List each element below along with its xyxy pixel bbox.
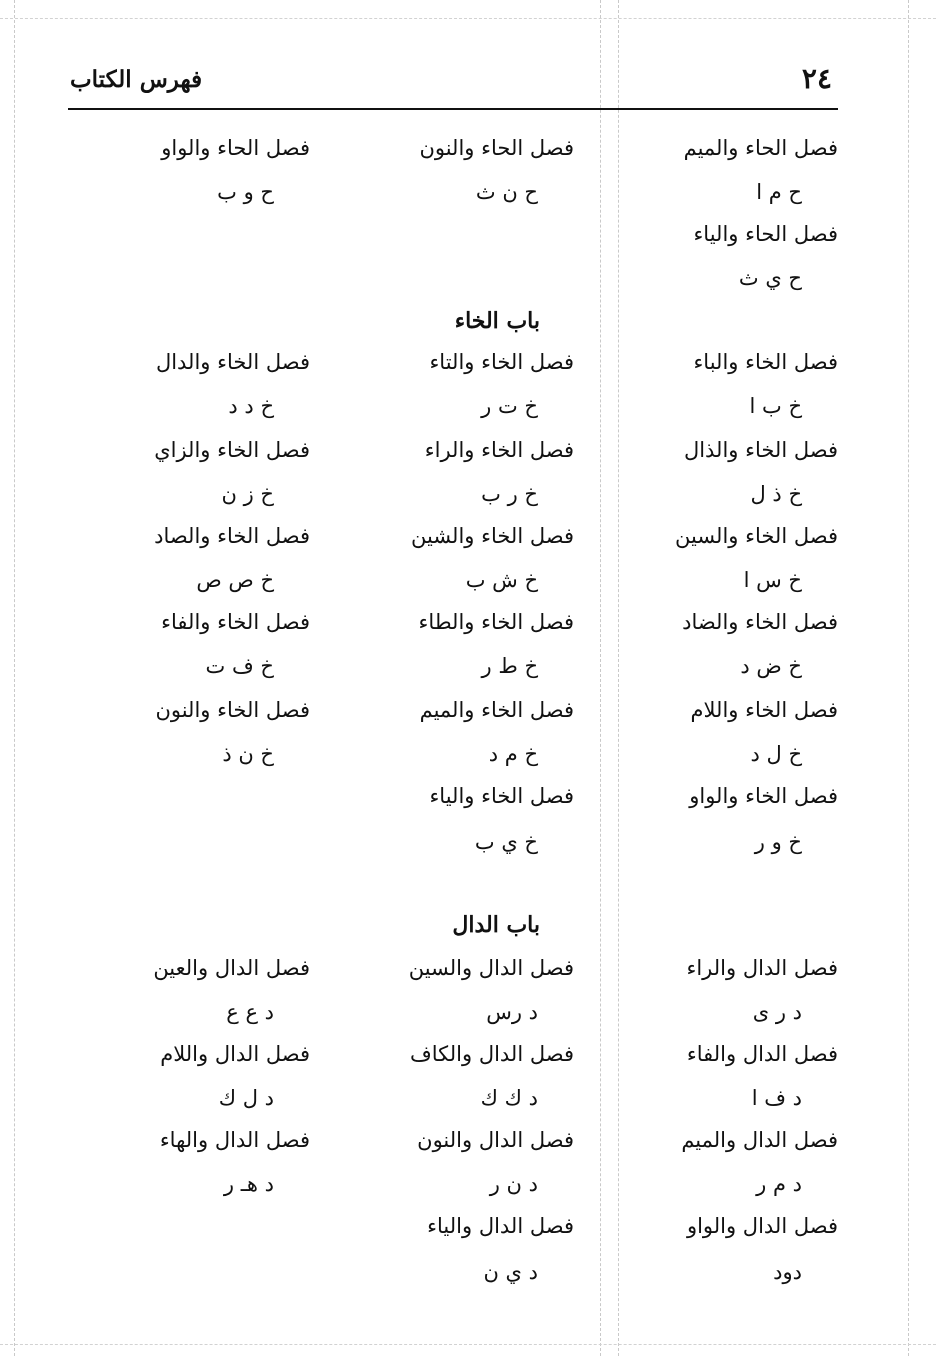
scan-guide-line <box>0 1344 936 1345</box>
root-entry: خ ص ص <box>196 568 274 592</box>
root-entry: خ ط ر <box>481 654 538 678</box>
fasl-heading: فصل الخاء والنون <box>155 698 310 722</box>
fasl-heading: فصل الخاء والباء <box>693 350 838 374</box>
root-entry: دود <box>773 1260 802 1284</box>
fasl-heading: فصل الدال والفاء <box>686 1042 838 1066</box>
scan-guide-line <box>908 0 909 1356</box>
fasl-heading: فصل الخاء واللام <box>690 698 838 722</box>
root-entry: خ ت ر <box>481 394 538 418</box>
scan-guide-line <box>600 0 601 1356</box>
root-entry: خ ل د <box>750 742 802 766</box>
root-entry: د ع ع <box>226 1000 274 1024</box>
root-entry: خ ض د <box>740 654 802 678</box>
page-title: فهرس الكتاب <box>70 66 203 93</box>
fasl-heading: فصل الدال والسين <box>408 956 574 980</box>
root-entry: د ر ى <box>752 1000 802 1024</box>
chapter-heading: باب الدال <box>452 912 540 938</box>
fasl-heading: فصل الخاء والطاء <box>418 610 574 634</box>
root-entry: خ ب ا <box>749 394 802 418</box>
root-entry: د ن ر <box>489 1172 538 1196</box>
fasl-heading: فصل الخاء والسين <box>675 524 838 548</box>
root-entry: ح و ب <box>217 180 274 204</box>
fasl-heading: فصل الخاء والياء <box>429 784 574 808</box>
root-entry: خ ن ذ <box>222 742 274 766</box>
root-entry: د م ر <box>756 1172 802 1196</box>
root-entry: ح ن ث <box>475 180 538 204</box>
root-entry: خ ز ن <box>221 482 274 506</box>
fasl-heading: فصل الحاء والواو <box>161 136 310 160</box>
fasl-heading: فصل الخاء والصاد <box>154 524 310 548</box>
root-entry: د هـ ر <box>223 1172 274 1196</box>
root-entry: د ي ن <box>483 1260 538 1284</box>
fasl-heading: فصل الدال والنون <box>417 1128 574 1152</box>
fasl-heading: فصل الخاء والفاء <box>161 610 310 634</box>
root-entry: د ف ا <box>751 1086 802 1110</box>
root-entry: خ م د <box>488 742 538 766</box>
fasl-heading: فصل الدال والواو <box>686 1214 838 1238</box>
fasl-heading: فصل الخاء والراء <box>424 438 574 462</box>
fasl-heading: فصل الحاء والميم <box>683 136 838 160</box>
root-entry: ح م ا <box>756 180 802 204</box>
page-header <box>68 62 838 102</box>
fasl-heading: فصل الدال والميم <box>681 1128 838 1152</box>
scan-guide-line <box>618 0 619 1356</box>
scan-guide-line <box>0 18 936 19</box>
root-entry: خ ذ ل <box>750 482 802 506</box>
root-entry: خ ر ب <box>481 482 538 506</box>
root-entry: خ ي ب <box>474 830 538 854</box>
fasl-heading: فصل الحاء والنون <box>419 136 574 160</box>
fasl-heading: فصل الحاء والياء <box>693 222 838 246</box>
root-entry: خ و ر <box>754 830 802 854</box>
fasl-heading: فصل الخاء والزاي <box>154 438 310 462</box>
root-entry: خ ف ت <box>205 654 274 678</box>
page-number: ٢٤ <box>801 62 832 95</box>
fasl-heading: فصل الخاء والميم <box>419 698 574 722</box>
fasl-heading: فصل الخاء والدال <box>155 350 310 374</box>
scan-guide-line <box>14 0 15 1356</box>
fasl-heading: فصل الدال والياء <box>427 1214 574 1238</box>
chapter-heading: باب الخاء <box>454 308 540 334</box>
root-entry: ح ي ث <box>738 266 802 290</box>
root-entry: د ل ك <box>218 1086 274 1110</box>
fasl-heading: فصل الخاء والشين <box>411 524 574 548</box>
fasl-heading: فصل الدال واللام <box>160 1042 310 1066</box>
fasl-heading: فصل الخاء والذال <box>683 438 838 462</box>
root-entry: خ س ا <box>743 568 802 592</box>
fasl-heading: فصل الخاء والضاد <box>682 610 838 634</box>
root-entry: د ك ك <box>480 1086 538 1110</box>
root-entry: خ د د <box>228 394 274 418</box>
fasl-heading: فصل الدال والهاء <box>159 1128 310 1152</box>
fasl-heading: فصل الدال والعين <box>153 956 310 980</box>
root-entry: د رس <box>486 1000 538 1024</box>
root-entry: خ ش ب <box>465 568 538 592</box>
fasl-heading: فصل الدال والراء <box>686 956 838 980</box>
fasl-heading: فصل الخاء والتاء <box>429 350 574 374</box>
header-rule <box>68 108 838 110</box>
fasl-heading: فصل الدال والكاف <box>410 1042 574 1066</box>
fasl-heading: فصل الخاء والواو <box>689 784 838 808</box>
